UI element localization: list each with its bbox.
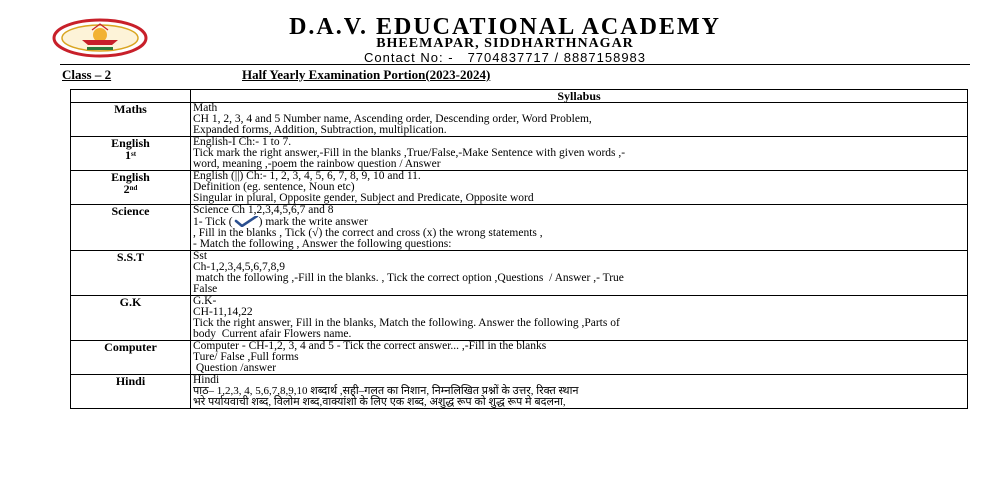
tick-instruction-start: 1- Tick (: [193, 216, 233, 228]
table-row-sst: [71, 251, 968, 296]
content-hindi: [191, 375, 968, 409]
content-line: - Match the following , Answer the following questions:: [193, 238, 452, 250]
table-row-science: [71, 205, 968, 251]
content-line: Computer - CH-1,2, 3, 4 and 5 - Tick the correct answer... ,-Fill in the blanks: [193, 340, 547, 352]
content-line: Ture/ False ,Full forms: [193, 351, 299, 363]
school-name: D.A.V. EDUCATIONAL ACADEMY: [289, 14, 721, 40]
content-computer: [191, 341, 968, 375]
subject-gk: G.K: [71, 296, 191, 341]
content-maths: [191, 103, 968, 137]
table-row-hindi: [71, 375, 968, 409]
contact-label: Contact No: -: [363, 50, 454, 65]
content-line: Sst: [193, 250, 208, 262]
content-line: body Current afair Flowers name.: [193, 328, 352, 340]
subject-sst: S.S.T: [71, 251, 191, 296]
content-line: Tick mark the right answer,-Fill in the blanks ,True/False,-Make Sentence with given words ,-: [193, 147, 626, 159]
table-row-maths: [71, 103, 968, 137]
table-row-computer: [71, 341, 968, 375]
content-line: Ch-1,2,3,4,5,6,7,8,9: [193, 261, 285, 273]
subject-suffix: st: [130, 150, 137, 158]
tick-instruction-end: ) mark the write answer: [258, 216, 368, 228]
check-mark-icon: [233, 216, 259, 227]
content-line: G.K-: [193, 295, 217, 307]
subject-label: English: [111, 170, 150, 184]
exam-title: Half Yearly Examination Portion(2023-2024): [242, 67, 491, 82]
header-divider: [60, 64, 970, 65]
content-sst: [191, 251, 968, 296]
table-header-row: [71, 90, 968, 103]
content-english-1: [191, 137, 968, 171]
subject-computer: Computer: [71, 341, 191, 375]
subject-hindi: Hindi: [71, 375, 191, 409]
subject-number: 2: [123, 182, 130, 196]
content-line: Science Ch 1,2,3,4,5,6,7 and 8: [193, 204, 334, 216]
content-line: , Fill in the blanks , Tick (√) the correct and cross (x) the wrong statements ,: [193, 227, 543, 239]
content-line: Definition (eg. sentence, Noun etc): [193, 181, 355, 193]
content-line: Expanded forms, Addition, Subtraction, multiplication.: [193, 124, 447, 136]
subject-english-1: [71, 137, 191, 171]
school-location: BHEEMAPAR, SIDDHARTHNAGAR: [376, 36, 634, 51]
content-science: [191, 205, 968, 251]
content-line: English-I Ch:- 1 to 7.: [193, 136, 292, 148]
blank-header-cell: [71, 90, 191, 103]
table-row-english-1: [71, 137, 968, 171]
content-line: CH-11,14,22: [193, 306, 253, 318]
subject-label: English: [111, 136, 150, 150]
content-english-2: [191, 171, 968, 205]
content-line: match the following ,-Fill in the blanks. , Tick the correct option ,Questions / Answer ,- True: [193, 272, 624, 284]
syllabus-table: [70, 89, 968, 409]
content-line: भरे पर्यायवाची शब्द, विलोम शब्द,वाक्यांशो के लिए एक शब्द, अशुद्ध रूप को शुद्ध रूप मे बदलना,: [193, 396, 566, 408]
subject-number: 1: [124, 148, 131, 162]
subject-suffix: nd: [129, 184, 138, 192]
content-line: CH 1, 2, 3, 4 and 5 Number name, Ascending order, Descending order, Word Problem,: [193, 113, 592, 125]
content-line: Question /answer: [193, 362, 277, 374]
contact-numbers: 7704837717 / 8887158983: [467, 50, 647, 65]
content-line: Tick the right answer, Fill in the blanks, Match the following. Answer the following ,Parts of: [193, 317, 620, 329]
content-gk: [191, 296, 968, 341]
content-line: word, meaning ,-poem the rainbow question / Answer: [193, 158, 441, 170]
table-row-gk: [71, 296, 968, 341]
content-line: False: [193, 283, 218, 295]
content-line: Hindi: [193, 374, 220, 386]
content-line: English (||) Ch:- 1, 2, 3, 4, 5, 6, 7, 8, 9, 10 and 11.: [193, 170, 421, 182]
subject-maths: Maths: [71, 103, 191, 137]
subject-science: Science: [71, 205, 191, 251]
content-line: पाठ– 1,2,3, 4, 5,6,7,8,9,10 शब्दार्थ ,सही–गलत का निशान, निम्नलिखित प्रश्नों के उत्तर, रिक्त स्थान: [193, 385, 579, 397]
content-line: Math: [193, 102, 218, 114]
table-row-english-2: [71, 171, 968, 205]
subject-english-2: [71, 171, 191, 205]
class-label: Class – 2: [62, 67, 112, 82]
syllabus-header: Syllabus: [191, 90, 968, 103]
content-line: Singular in plural, Opposite gender, Subject and Predicate, Opposite word: [193, 192, 534, 204]
